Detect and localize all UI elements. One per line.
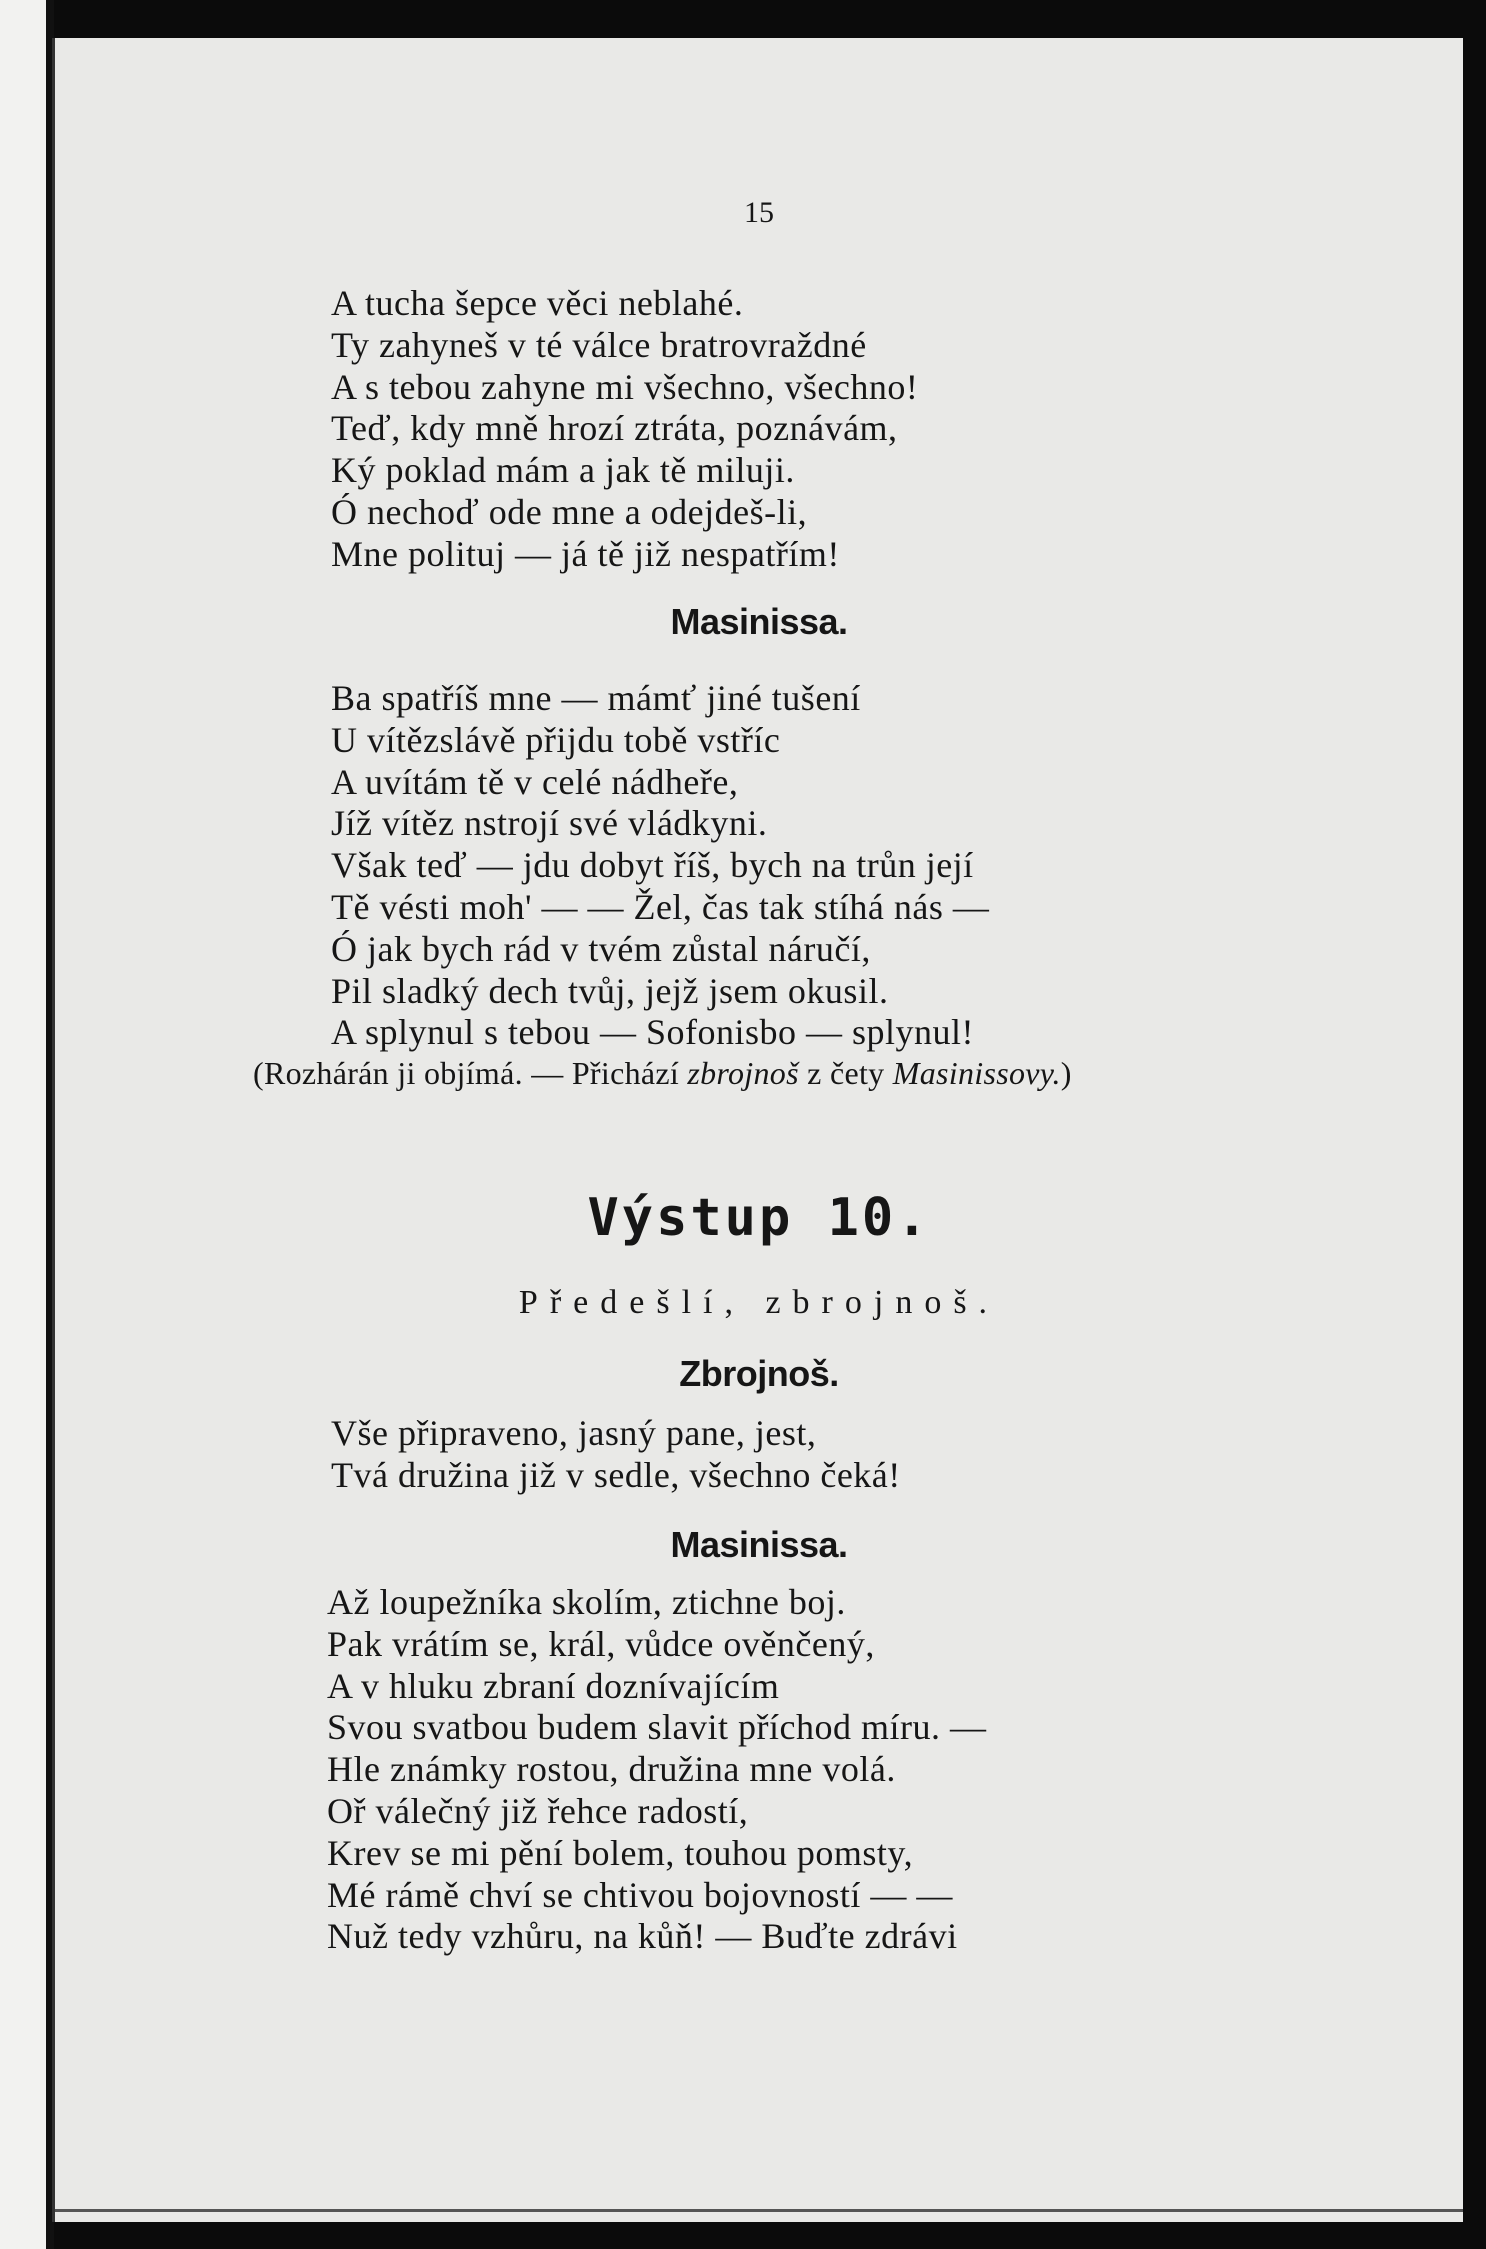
verse-block-3	[331, 1413, 901, 1497]
verse-line: Ba spatříš mne — mámť jiné tušení	[331, 678, 861, 718]
verse-line: Tvá družina již v sedle, všechno čeká!	[331, 1454, 901, 1495]
left-page-edge	[0, 0, 54, 2249]
scene-subtitle: Předešlí, zbrojnoš.	[518, 1284, 1000, 1321]
verse-line: Pak vrátím se, král, vůdce ověnčený,	[327, 1623, 875, 1664]
verse-line: A splynul s tebou — Sofonisbo — splynul!	[331, 1012, 975, 1053]
verse-line: Hle známky rostou, družina mne volá.	[327, 1749, 896, 1790]
verse-line: A s tebou zahyne mi všechno, všechno!	[331, 366, 919, 407]
verse-line: Svou svatbou budem slavit příchod míru. —	[327, 1707, 987, 1748]
verse-line: Ty zahyneš v té válce bratrovraždné	[331, 324, 867, 365]
stage-direction	[253, 1055, 1072, 1092]
verse-line: Mne polituj — já tě již nespatřím!	[331, 533, 840, 574]
verse-block-4	[327, 1582, 986, 1958]
verse-line: Ký poklad mám a jak tě miluji.	[331, 450, 795, 491]
scene-title: Výstup 10.	[587, 1188, 931, 1248]
stage-text: z čety	[798, 1055, 893, 1091]
stage-text: (Rozhárán ji objímá. — Přichází	[253, 1055, 688, 1091]
speaker-name: Masinissa.	[670, 1524, 848, 1565]
verse-line: Ó nechoď ode mne a odejdeš-li,	[331, 491, 808, 532]
stage-emphasis: Masinissovy.	[892, 1055, 1061, 1091]
verse-line: Jíž vítěz nstrojí své vládkyni.	[331, 803, 768, 844]
verse-line: Nuž tedy vzhůru, na kůň! — Buďte zdrávi	[327, 1916, 958, 1957]
verse-line: Teď, kdy mně hrozí ztráta, poznávám,	[331, 408, 898, 449]
stage-emphasis: zbrojnoš	[687, 1055, 799, 1091]
verse-line: A tucha šepce věci neblahé.	[331, 283, 744, 323]
verse-line: A v hluku zbraní doznívajícím	[327, 1665, 780, 1706]
stage-text: )	[1060, 1055, 1072, 1091]
verse-line: Však teď — jdu dobyt říš, bych na trůn její	[331, 845, 974, 886]
verse-line: Pil sladký dech tvůj, jejž jsem okusil.	[331, 970, 889, 1011]
page-bottom-edge	[55, 2209, 1463, 2212]
page-number: 15	[744, 196, 774, 229]
verse-line: A uvítám tě v celé nádheře,	[331, 761, 739, 802]
verse-line: Až loupežníka skolím, ztichne boj.	[327, 1582, 846, 1622]
verse-line: Mé rámě chví se chtivou bojovností — —	[327, 1874, 953, 1915]
speaker-name: Masinissa.	[670, 601, 848, 642]
verse-block-2	[331, 678, 989, 1054]
verse-line: Krev se mi pění bolem, touhou pomsty,	[327, 1832, 914, 1873]
verse-line: Vše připraveno, jasný pane, jest,	[331, 1413, 817, 1453]
book-page	[52, 38, 1463, 2222]
verse-line: Ó jak bych rád v tvém zůstal náručí,	[331, 928, 871, 969]
verse-line: Oř válečný již řehce radostí,	[327, 1790, 749, 1831]
speaker-name: Zbrojnoš.	[679, 1353, 839, 1394]
verse-line: Tě vésti moh' — — Žel, čas tak stíhá nás —	[331, 886, 990, 927]
verse-line: U vítězslávě přijdu tobě vstříc	[331, 719, 781, 760]
verse-block-1	[331, 283, 918, 576]
